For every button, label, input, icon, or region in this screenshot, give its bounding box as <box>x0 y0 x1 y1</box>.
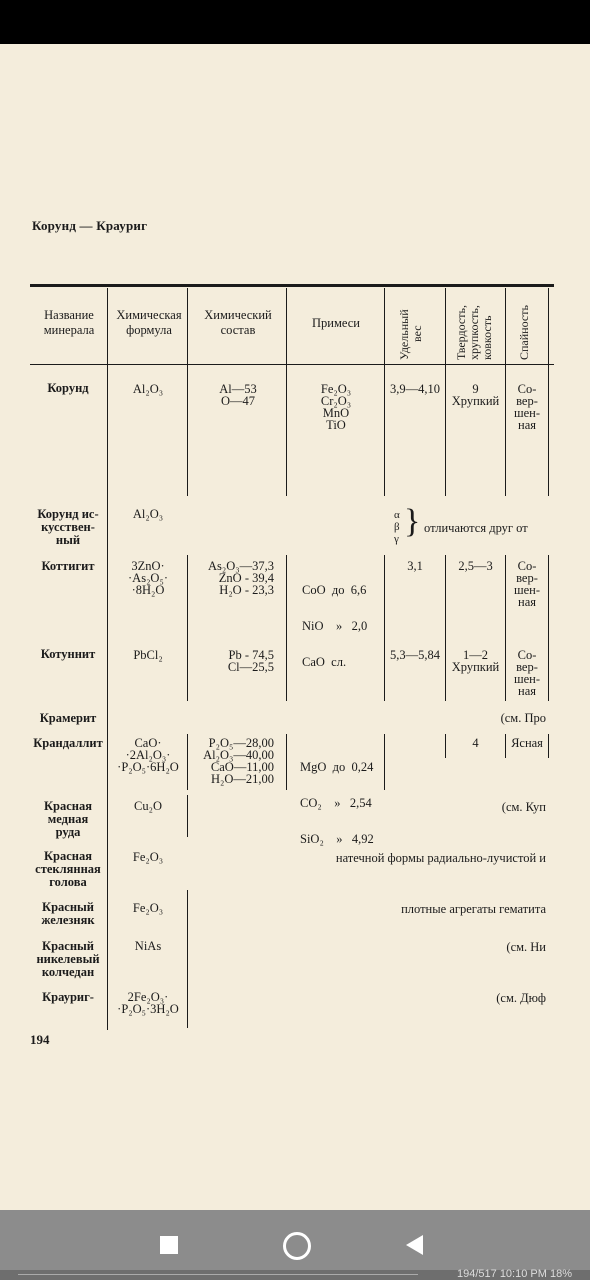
row-gravity-kottigite: 3,1 <box>407 559 423 573</box>
hardness-line: Хрупкий <box>451 660 500 674</box>
name-line: медная <box>47 812 89 826</box>
formula-line: ·8H₂O <box>131 583 165 597</box>
row-gravity-cotunnite: 5,3—5,84 <box>390 648 440 662</box>
impurity-line: SiO₂ » 4,92 <box>300 832 374 846</box>
name-line: Красный <box>42 900 94 914</box>
col-header-impurities: Примеси <box>312 316 360 330</box>
formula-line: 2Fe₂O₃· <box>127 990 169 1004</box>
row-hardness-korund <box>446 383 505 407</box>
row-cleavage-cotunnite <box>506 649 548 697</box>
col-header-formula-line2: формула <box>126 323 172 337</box>
row-impurities-kottigite <box>302 560 367 680</box>
name-line: Красная <box>43 799 93 813</box>
row-formula-kraurite <box>110 991 186 1015</box>
col-header-formula <box>110 308 188 338</box>
cleavage-line: ная <box>518 684 536 698</box>
cleavage-line: Со- <box>517 382 537 396</box>
greek-line: γ <box>394 533 399 545</box>
row-name-red-ironstone <box>30 901 106 927</box>
reader-page-position: 194/517 <box>456 1268 497 1280</box>
row-note-red-nickel-pyrite: (см. Ни <box>506 940 546 954</box>
back-icon[interactable] <box>406 1235 423 1255</box>
row-formula-cotunnite: PbCl₂ <box>133 648 163 662</box>
name-line: стеклянная <box>35 862 101 876</box>
row-note-red-copper-ore: (см. Куп <box>501 800 546 814</box>
col-rule-3b <box>286 555 287 701</box>
formula-line: ·2Al₂O₃· <box>125 748 171 762</box>
row-note-red-glass-head: натечной формы радиально-лучистой и <box>335 851 546 865</box>
col-rule-7c <box>548 734 549 758</box>
row-name-red-nickel-pyrite <box>30 940 106 979</box>
name-line: Корунд ис- <box>37 507 99 521</box>
row-name-red-copper-ore <box>30 800 106 839</box>
col-rule-7b <box>548 555 549 701</box>
col-header-gravity-line2: вес <box>410 325 424 342</box>
row-formula-crandallite <box>110 737 186 773</box>
col-rule-3a <box>286 288 287 496</box>
cleavage-line: вер- <box>516 571 538 585</box>
row-name-crandallite: Крандаллит <box>33 736 103 750</box>
cleavage-line: Со- <box>517 559 537 573</box>
name-line: ный <box>55 533 81 547</box>
col-rule-7a <box>548 288 549 496</box>
row-name-kramerite: Крамерит <box>39 711 97 725</box>
hardness-line: 1—2 <box>463 648 488 662</box>
row-formula-red-nickel-pyrite: NiAs <box>134 939 162 953</box>
name-line: Красный <box>42 939 94 953</box>
page-header: Корунд — Крауриг <box>32 218 148 233</box>
row-cleavage-kottigite <box>506 560 548 608</box>
impurity-line: MnO <box>322 406 350 420</box>
row-note-korund-synthetic: отличаются друг от <box>424 521 528 535</box>
col-header-gravity-line1: Удельный <box>397 309 411 360</box>
brace-glyph: } <box>404 503 421 540</box>
row-name-korund-synthetic <box>30 508 106 547</box>
cleavage-line: Со- <box>517 648 537 662</box>
row-note-kramerite: (см. Про <box>500 711 546 725</box>
name-line: колчедан <box>41 965 95 979</box>
composition-line: Al—53 <box>219 382 257 396</box>
name-line: голова <box>49 875 87 889</box>
greek-line: β <box>394 521 400 533</box>
formula-line: 3ZnO· <box>131 559 165 573</box>
page-number: 194 <box>30 1032 50 1047</box>
row-composition-kottigite <box>190 560 274 596</box>
recents-icon[interactable] <box>160 1236 178 1254</box>
status-bar <box>0 0 590 44</box>
composition-line: ZnO - 39,4 <box>218 571 274 585</box>
cleavage-line: ная <box>518 595 536 609</box>
impurity-line: Fe₂O₃ <box>320 382 352 396</box>
reader-progress-info <box>457 1268 572 1280</box>
composition-line: H₂O - 23,3 <box>219 583 274 597</box>
row-hardness-cotunnite <box>446 649 505 673</box>
name-line: никелевый <box>36 952 100 966</box>
name-line: руда <box>55 825 81 839</box>
reader-battery: 18% <box>549 1268 572 1280</box>
col-header-name <box>30 308 108 338</box>
col-header-composition-line1: Химический <box>204 308 272 322</box>
col-rule-1 <box>107 288 108 1030</box>
name-line: железняк <box>41 913 95 927</box>
cleavage-line: вер- <box>516 394 538 408</box>
composition-line: CaO—11,00 <box>210 760 274 774</box>
row-name-korund: Корунд <box>47 381 89 395</box>
col-rule-4b <box>384 555 385 701</box>
row-cleavage-korund <box>506 383 548 431</box>
reader-progress-track[interactable] <box>18 1274 418 1275</box>
col-header-composition-line2: состав <box>220 323 256 337</box>
col-rule-2a <box>187 288 188 496</box>
col-header-gravity <box>398 309 424 360</box>
row-cleavage-crandallite: Ясная <box>511 736 543 750</box>
col-header-hardness-line1: Твердость, <box>454 305 468 360</box>
composition-line: Pb - 74,5 <box>228 648 274 662</box>
col-rule-2b <box>187 555 188 701</box>
greek-line: α <box>394 509 400 521</box>
col-rule-3c <box>286 734 287 790</box>
cleavage-line: шен- <box>513 406 541 420</box>
row-greek-korund-synthetic <box>394 509 400 545</box>
col-rule-4c <box>384 734 385 790</box>
row-impurities-crandallite <box>300 737 374 857</box>
cleavage-line: вер- <box>516 660 538 674</box>
reader-clock: 10:10 PM <box>499 1268 547 1280</box>
composition-line: O—47 <box>220 394 256 408</box>
row-gravity-korund: 3,9—4,10 <box>390 382 440 396</box>
cleavage-line: шен- <box>513 672 541 686</box>
impurity-line: CaO сл. <box>302 655 347 669</box>
row-formula-red-copper-ore: Cu₂O <box>134 799 162 813</box>
row-formula-korund-synthetic: Al₂O₃ <box>132 507 164 521</box>
formula-line: CaO· <box>134 736 162 750</box>
impurity-line: CoO до 6,6 <box>302 583 367 597</box>
name-line: Красная <box>43 849 93 863</box>
col-header-formula-line1: Химическая <box>116 308 182 322</box>
hardness-line: Хрупкий <box>451 394 500 408</box>
row-formula-red-ironstone: Fe₂O₃ <box>132 901 164 915</box>
col-header-hardness-line2: хрупкость, <box>467 305 481 360</box>
name-line: кусствен- <box>41 520 95 534</box>
composition-line: Al₂O₃—40,00 <box>203 748 274 762</box>
impurity-line: CO₂ » 2,54 <box>300 796 372 810</box>
row-hardness-kottigite: 2,5—3 <box>458 559 493 573</box>
col-header-name-line2: минерала <box>43 323 95 337</box>
col-rule-2d <box>187 795 188 837</box>
impurity-line: TiO <box>326 418 346 432</box>
composition-line: H₂O—21,00 <box>210 772 274 786</box>
row-note-kraurite: (см. Дюф <box>496 991 546 1005</box>
row-name-kottigite: Коттигит <box>41 559 95 573</box>
cleavage-line: шен- <box>513 583 541 597</box>
composition-line: As₂O₃—37,3 <box>207 559 274 573</box>
home-icon[interactable] <box>283 1232 311 1260</box>
row-formula-korund: Al₂O₃ <box>132 382 164 396</box>
impurity-line: NiO » 2,0 <box>302 619 368 633</box>
row-formula-kottigite <box>110 560 186 596</box>
header-bottom-rule <box>30 364 554 365</box>
row-composition-cotunnite <box>190 649 274 673</box>
table-top-rule <box>30 284 554 287</box>
impurity-line: Cr₂O₃ <box>320 394 352 408</box>
composition-line: Cl—25,5 <box>227 660 274 674</box>
col-header-cleavage: Спайность <box>517 305 531 360</box>
col-header-name-line1: Название <box>44 308 94 322</box>
col-header-hardness-line3: ковкость <box>480 315 494 360</box>
col-rule-2c <box>187 734 188 790</box>
col-rule-2e <box>187 890 188 1028</box>
formula-line: ·P₂O₅·3H₂O <box>117 1002 179 1016</box>
formula-line: ·P₂O₅·6H₂O <box>117 760 179 774</box>
col-header-composition <box>190 308 286 338</box>
row-name-kraurite: Крауриг- <box>42 990 94 1004</box>
col-rule-5b <box>445 555 446 701</box>
row-formula-red-glass-head: Fe₂O₃ <box>132 850 164 864</box>
col-header-hardness <box>455 305 494 360</box>
impurity-line: MgO до 0,24 <box>300 760 374 774</box>
row-composition-crandallite <box>190 737 274 785</box>
row-name-cotunnite: Котуннит <box>40 647 96 661</box>
row-name-red-glass-head <box>30 850 106 889</box>
formula-line: ·As₂O₅· <box>128 571 168 585</box>
hardness-line: 9 <box>472 382 479 396</box>
row-impurities-korund <box>288 383 384 431</box>
composition-line: P₂O₅—28,00 <box>208 736 274 750</box>
row-note-red-ironstone: плотные агрегаты гематита <box>401 902 546 916</box>
row-hardness-crandallite: 4 <box>472 736 479 750</box>
row-composition-korund <box>190 383 286 407</box>
cleavage-line: ная <box>518 418 536 432</box>
